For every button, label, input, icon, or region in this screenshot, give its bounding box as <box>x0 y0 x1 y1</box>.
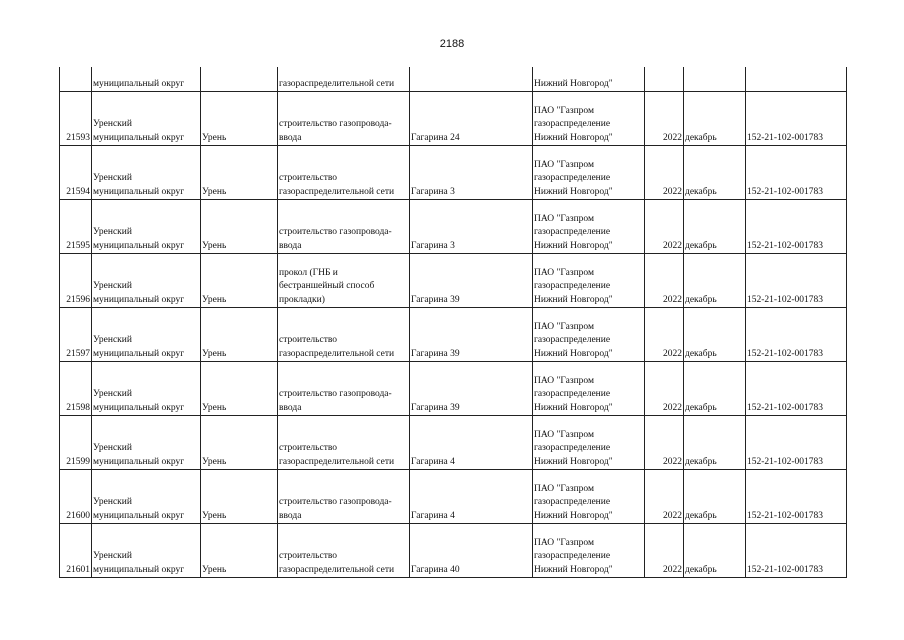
cell-year: 2022 <box>645 416 684 470</box>
cell-district: Уренский муниципальный округ <box>92 308 201 362</box>
cell-month <box>684 67 746 92</box>
cell-org: ПАО "Газпром газораспределение Нижний Новгород" <box>533 254 645 308</box>
cell-org: ПАО "Газпром газораспределение Нижний Новгород" <box>533 470 645 524</box>
cell-code: 152-21-102-001783 <box>746 524 847 578</box>
registry-table <box>59 67 847 578</box>
cell-year: 2022 <box>645 470 684 524</box>
cell-code: 152-21-102-001783 <box>746 146 847 200</box>
cell-month: декабрь <box>684 146 746 200</box>
cell-num: 21596 <box>60 254 92 308</box>
cell-address: Гагарина 39 <box>410 254 533 308</box>
cell-month: декабрь <box>684 200 746 254</box>
cell-work: строительство газораспределительной сети <box>278 524 410 578</box>
cell-num: 21599 <box>60 416 92 470</box>
cell-address: Гагарина 39 <box>410 362 533 416</box>
cell-work: прокол (ГНБ и бестраншейный способ прокладки) <box>278 254 410 308</box>
cell-district: Уренский муниципальный округ <box>92 254 201 308</box>
cell-month: декабрь <box>684 416 746 470</box>
cell-num: 21595 <box>60 200 92 254</box>
cell-district: Уренский муниципальный округ <box>92 524 201 578</box>
cell-month: декабрь <box>684 362 746 416</box>
cell-locality: Урень <box>201 416 278 470</box>
cell-work: строительство газопровода- ввода <box>278 362 410 416</box>
cell-address: Гагарина 40 <box>410 524 533 578</box>
cell-num: 21593 <box>60 92 92 146</box>
cell-address: Гагарина 39 <box>410 308 533 362</box>
cell-district: Уренский муниципальный округ <box>92 146 201 200</box>
cell-org: ПАО "Газпром газораспределение Нижний Новгород" <box>533 416 645 470</box>
cell-work: газораспределительной сети <box>278 67 410 92</box>
cell-org: ПАО "Газпром газораспределение Нижний Новгород" <box>533 524 645 578</box>
table-row <box>60 362 847 416</box>
cell-district: Уренский муниципальный округ <box>92 362 201 416</box>
cell-locality: Урень <box>201 362 278 416</box>
cell-num: 21598 <box>60 362 92 416</box>
cell-address: Гагарина 4 <box>410 416 533 470</box>
cell-month: декабрь <box>684 92 746 146</box>
table-row <box>60 92 847 146</box>
cell-org: Нижний Новгород" <box>533 67 645 92</box>
table-row <box>60 200 847 254</box>
cell-locality: Урень <box>201 308 278 362</box>
cell-org: ПАО "Газпром газораспределение Нижний Новгород" <box>533 308 645 362</box>
cell-work: строительство газопровода- ввода <box>278 470 410 524</box>
table-row <box>60 524 847 578</box>
cell-year <box>645 67 684 92</box>
table-row <box>60 308 847 362</box>
cell-num: 21601 <box>60 524 92 578</box>
cell-num: 21597 <box>60 308 92 362</box>
cell-locality: Урень <box>201 92 278 146</box>
cell-code: 152-21-102-001783 <box>746 92 847 146</box>
cell-district: Уренский муниципальный округ <box>92 416 201 470</box>
cell-num: 21600 <box>60 470 92 524</box>
cell-year: 2022 <box>645 524 684 578</box>
cell-work: строительство газораспределительной сети <box>278 146 410 200</box>
cell-address: Гагарина 3 <box>410 200 533 254</box>
cell-num <box>60 67 92 92</box>
cell-month: декабрь <box>684 254 746 308</box>
cell-work: строительство газораспределительной сети <box>278 308 410 362</box>
table-row <box>60 254 847 308</box>
cell-address: Гагарина 4 <box>410 470 533 524</box>
cell-locality <box>201 67 278 92</box>
cell-locality: Урень <box>201 470 278 524</box>
cell-locality: Урень <box>201 200 278 254</box>
cell-num: 21594 <box>60 146 92 200</box>
cell-year: 2022 <box>645 200 684 254</box>
cell-year: 2022 <box>645 362 684 416</box>
cell-work: строительство газопровода- ввода <box>278 200 410 254</box>
cell-address: Гагарина 3 <box>410 146 533 200</box>
cell-org: ПАО "Газпром газораспределение Нижний Новгород" <box>533 92 645 146</box>
table-row <box>60 146 847 200</box>
cell-code: 152-21-102-001783 <box>746 200 847 254</box>
cell-district: муниципальный округ <box>92 67 201 92</box>
cell-org: ПАО "Газпром газораспределение Нижний Новгород" <box>533 362 645 416</box>
cell-org: ПАО "Газпром газораспределение Нижний Новгород" <box>533 146 645 200</box>
cell-district: Уренский муниципальный округ <box>92 200 201 254</box>
cell-code: 152-21-102-001783 <box>746 470 847 524</box>
cell-month: декабрь <box>684 470 746 524</box>
cell-district: Уренский муниципальный округ <box>92 470 201 524</box>
cell-work: строительство газопровода- ввода <box>278 92 410 146</box>
table-row-continuation <box>60 67 847 92</box>
cell-year: 2022 <box>645 308 684 362</box>
table-row <box>60 416 847 470</box>
cell-month: декабрь <box>684 308 746 362</box>
cell-district: Уренский муниципальный округ <box>92 92 201 146</box>
cell-address <box>410 67 533 92</box>
cell-code: 152-21-102-001783 <box>746 362 847 416</box>
cell-year: 2022 <box>645 146 684 200</box>
cell-code: 152-21-102-001783 <box>746 308 847 362</box>
cell-address: Гагарина 24 <box>410 92 533 146</box>
cell-locality: Урень <box>201 146 278 200</box>
cell-org: ПАО "Газпром газораспределение Нижний Новгород" <box>533 200 645 254</box>
cell-month: декабрь <box>684 524 746 578</box>
cell-code <box>746 67 847 92</box>
cell-code: 152-21-102-001783 <box>746 416 847 470</box>
cell-year: 2022 <box>645 254 684 308</box>
cell-code: 152-21-102-001783 <box>746 254 847 308</box>
page-number: 2188 <box>439 38 465 50</box>
table-row <box>60 470 847 524</box>
cell-work: строительство газораспределительной сети <box>278 416 410 470</box>
cell-locality: Урень <box>201 524 278 578</box>
cell-locality: Урень <box>201 254 278 308</box>
cell-year: 2022 <box>645 92 684 146</box>
